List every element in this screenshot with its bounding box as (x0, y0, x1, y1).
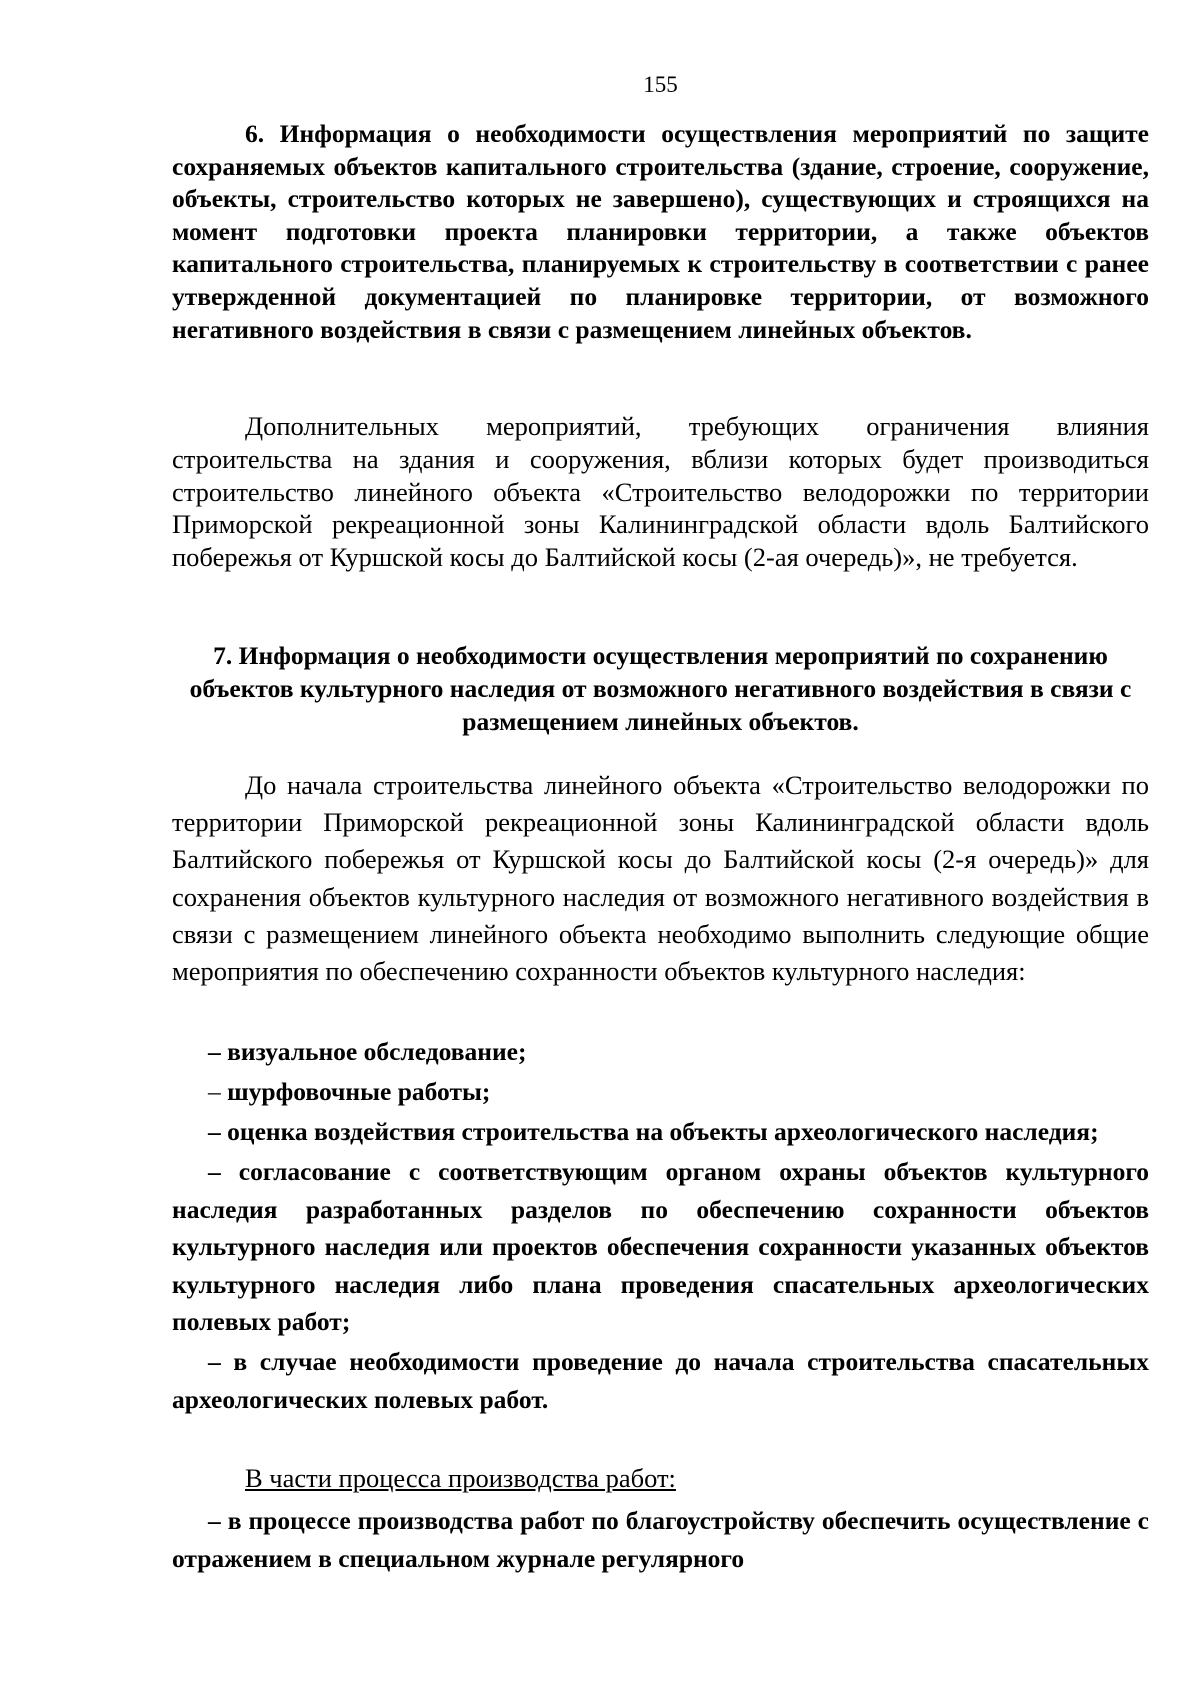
dash-marker: – (208, 1117, 221, 1146)
list-item (172, 1113, 1149, 1151)
dash-marker: – (208, 1037, 221, 1066)
measure-text: в случае необходимости проведение до начала строительства спасательных археологических полевых работ. (172, 1347, 1150, 1414)
dash-marker: – (208, 1157, 221, 1186)
measure-text: визуальное обследование; (227, 1037, 527, 1066)
list-item (172, 1073, 1149, 1111)
list-item (172, 1153, 1149, 1341)
work-process-heading: В части процесса производства работ: (245, 1463, 676, 1493)
page-number: 155 (643, 72, 678, 97)
dash-marker: – (208, 1347, 221, 1376)
measure-text: оценка воздействия строительства на объекты археологического наследия; (227, 1117, 1099, 1146)
section-6-paragraph: Дополнительных мероприятий, требующих ограничения влияния строительства на здания и сооружения, вблизи которых будет производиться строительство линейного объекта «Строительство велодорожки по территории Приморской рекреационной зоны Калининградской области вдоль Балтийского побережья от Куршской косы до Балтийской косы (2-ая очередь)», не требуется. (172, 411, 1149, 573)
list-item (172, 1343, 1149, 1418)
measures-list (172, 1033, 1149, 1421)
section-6-heading: 6. Информация о необходимости осуществления мероприятий по защите сохраняемых объектов капитального строительства (здание, строение, сооружение, объекты, строительство которых не завершено), существующих и строящихся на момент подготовки проекта планировки территории, а также объектов капитального строительства, планируемых к строительству в соответствии с ранее утвержденной документацией по планировке территории, от возможного негативного воздействия в связи с размещением линейных объектов. (172, 119, 1149, 344)
measure-text: шурфовочные работы; (227, 1077, 491, 1106)
section-7-paragraph: До начала строительства линейного объекта «Строительство велодорожки по территории Приморской рекреационной зоны Калининградской области вдоль Балтийского побережья от Куршской косы до Балтийской косы (2-я очередь)» для сохранения объектов культурного наследия от возможного негативного воздействия в связи с размещением линейного объекта необходимо выполнить следующие общие мероприятия по обеспечению сохранности объектов культурного наследия: (172, 770, 1149, 987)
list-item (172, 1033, 1149, 1071)
dash-marker: – (208, 1077, 221, 1106)
measure-text: согласование с соответствующим органом охраны объектов культурного наследия разработанных разделов по обеспечению сохранности объектов культурного наследия или проектов обеспечения сохранности указанных объектов культурного наследия либо плана проведения спасательных археологических полевых работ; (172, 1157, 1150, 1336)
dash-marker: – (208, 1506, 221, 1535)
section-7-heading: 7. Информация о необходимости осуществления мероприятий по сохранению объектов культурного наследия от возможного негативного воздействия в связи с размещением линейных объектов. (189, 641, 1132, 736)
work-process-measure (172, 1502, 1149, 1577)
measure-text: в процессе производства работ по благоустройству обеспечить осуществление с отражением в специальном журнале регулярного (172, 1506, 1150, 1573)
